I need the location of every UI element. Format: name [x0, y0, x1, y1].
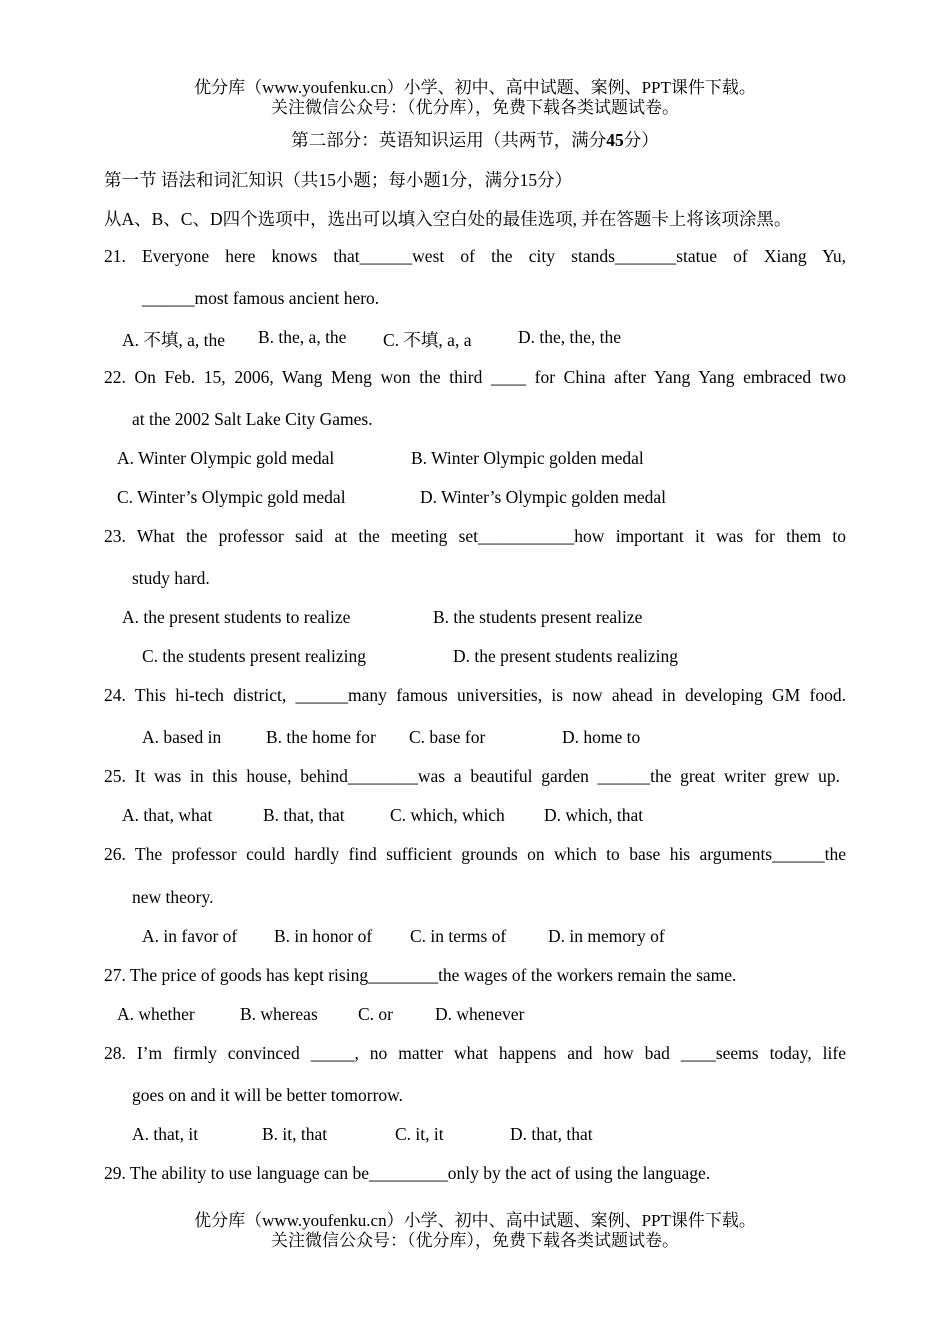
- question-28-option-a: A. that, it: [132, 1124, 199, 1144]
- question-21-line-1: 21. Everyone here knows that______west of the city stands_______statue of Xiang Yu,: [104, 246, 846, 266]
- question-25-line-1: 25. It was in this house, behind________was a beautiful garden ______the great writer grew up.: [104, 766, 840, 786]
- part-title: [0, 127, 950, 152]
- question-23-line-2: study hard.: [132, 568, 210, 588]
- instruction-text: 从A、B、C、D四个选项中，选出可以填入空白处的最佳选项, 并在答题卡上将该项涂黑。: [104, 209, 792, 229]
- question-25-option-d: D. which, that: [544, 805, 644, 825]
- question-27-option-b: B. whereas: [240, 1004, 318, 1024]
- question-22-line-2: at the 2002 Salt Lake City Games.: [132, 409, 373, 429]
- question-22-line-1: 22. On Feb. 15, 2006, Wang Meng won the third ____ for China after Yang Yang embraced two: [104, 367, 846, 387]
- question-26-line-2: new theory.: [132, 887, 214, 907]
- question-22-option-c: C. Winter’s Olympic gold medal: [117, 487, 346, 507]
- question-22-option-a: A. Winter Olympic gold medal: [117, 448, 335, 468]
- question-22-option-d: D. Winter’s Olympic golden medal: [420, 487, 667, 507]
- question-22-option-b: B. Winter Olympic golden medal: [411, 448, 644, 468]
- question-26-line-1: 26. The professor could hardly find sufficient grounds on which to base his arguments______the: [104, 844, 846, 864]
- question-26-option-a: A. in favor of: [142, 926, 238, 946]
- part-title-prefix: 第二部分：英语知识运用（共两节，满分: [291, 130, 607, 150]
- question-26-option-c: C. in terms of: [410, 926, 507, 946]
- question-27-line-1: 27. The price of goods has kept rising________the wages of the workers remain the same.: [104, 965, 737, 985]
- header-line-1: 优分库（www.youfenku.cn）小学、初中、高中试题、案例、PPT课件下载。: [194, 78, 756, 97]
- part-title-suffix: 分）: [623, 130, 659, 150]
- question-26-option-d: D. in memory of: [548, 926, 665, 946]
- question-23-option-d: D. the present students realizing: [453, 646, 679, 666]
- question-21-option-d: D. the, the, the: [518, 327, 622, 347]
- question-29-line-1: 29. The ability to use language can be_________only by the act of using the language.: [104, 1163, 711, 1183]
- question-25-option-c: C. which, which: [390, 805, 505, 825]
- question-24-option-c: C. base for: [409, 727, 486, 747]
- question-28-option-d: D. that, that: [510, 1124, 593, 1144]
- question-24-option-a: A. based in: [142, 727, 222, 747]
- question-24-line-1: 24. This hi-tech district, ______many famous universities, is now ahead in developing GM food.: [104, 685, 846, 705]
- question-27-option-c: C. or: [358, 1004, 393, 1024]
- question-23-line-1: 23. What the professor said at the meeting set___________how important it was for them to: [104, 526, 846, 546]
- subsection-title: 第一节 语法和词汇知识（共15小题；每小题1分，满分15分）: [104, 170, 573, 190]
- question-27-option-a: A. whether: [117, 1004, 195, 1024]
- question-21-option-a: A. 不填, a, the: [122, 330, 226, 350]
- question-23-option-a: A. the present students to realize: [122, 607, 351, 627]
- question-27-option-d: D. whenever: [435, 1004, 525, 1024]
- footer-line-1: 优分库（www.youfenku.cn）小学、初中、高中试题、案例、PPT课件下载。: [194, 1211, 756, 1230]
- question-21-line-2: ______most famous ancient hero.: [142, 288, 380, 308]
- question-25-option-a: A. that, what: [122, 805, 213, 825]
- footer-line-2: 关注微信公众号：（优分库），免费下载各类试题试卷。: [271, 1231, 679, 1250]
- question-28-line-1: 28. I’m firmly convinced _____, no matter what happens and how bad ____seems today, life: [104, 1043, 846, 1063]
- question-24-option-d: D. home to: [562, 727, 641, 747]
- question-23-option-c: C. the students present realizing: [142, 646, 367, 666]
- header-line-2: 关注微信公众号：（优分库），免费下载各类试题试卷。: [271, 98, 679, 117]
- question-25-option-b: B. that, that: [263, 805, 345, 825]
- part-title-score: 45: [606, 130, 624, 150]
- question-23-option-b: B. the students present realize: [433, 607, 643, 627]
- question-28-line-2: goes on and it will be better tomorrow.: [132, 1085, 404, 1105]
- question-28-option-c: C. it, it: [395, 1124, 444, 1144]
- question-21-option-c: C. 不填, a, a: [383, 330, 472, 350]
- question-24-option-b: B. the home for: [266, 727, 376, 747]
- question-21-option-b: B. the, a, the: [258, 327, 347, 347]
- question-26-option-b: B. in honor of: [274, 926, 373, 946]
- question-28-option-b: B. it, that: [262, 1124, 328, 1144]
